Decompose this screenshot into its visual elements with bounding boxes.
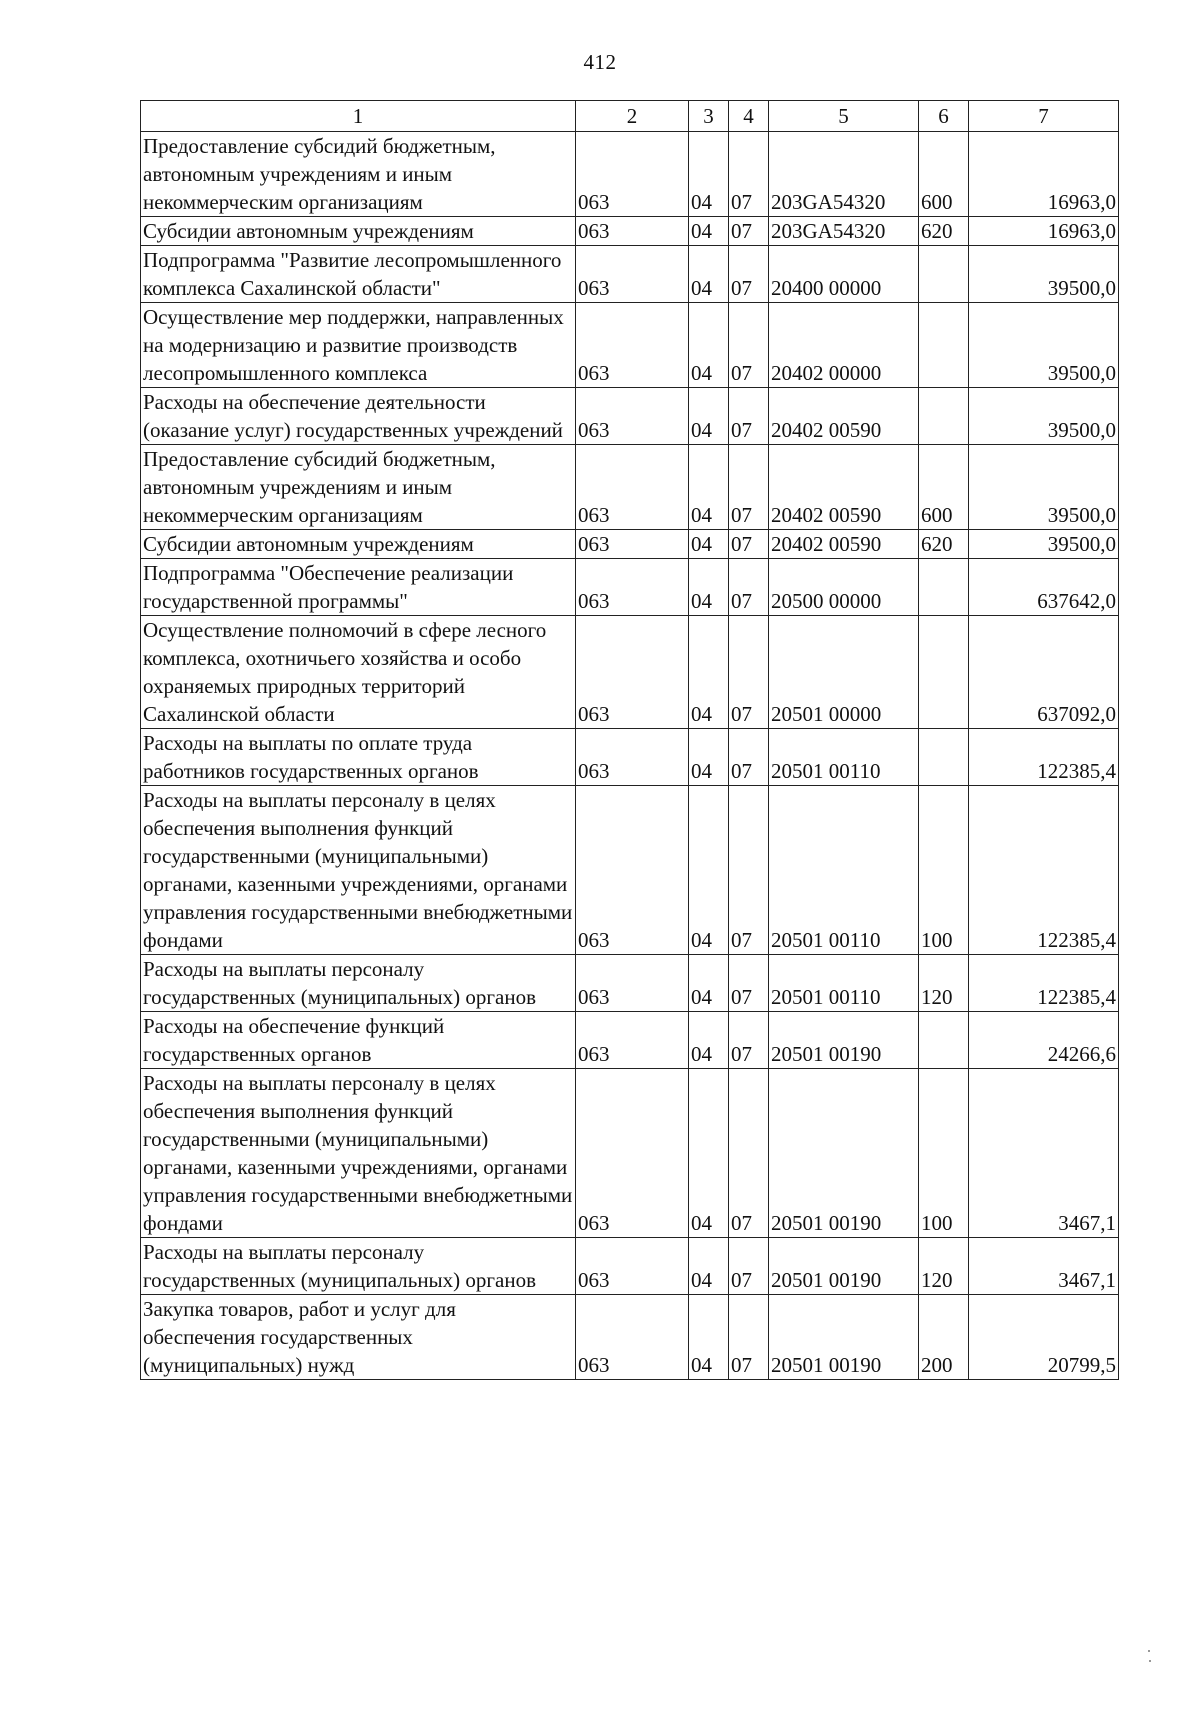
cell-rz: 04 [689,445,729,530]
cell-vr [919,246,969,303]
cell-csr: 20501 00190 [769,1012,919,1069]
cell-vr: 120 [919,1238,969,1295]
cell-sum: 39500,0 [969,388,1119,445]
cell-vr: 620 [919,530,969,559]
cell-csr: 20501 00110 [769,786,919,955]
budget-table [140,100,1119,1380]
cell-name: Расходы на выплаты по оплате труда работников государственных органов [141,729,576,786]
cell-vr: 100 [919,786,969,955]
table-row [141,616,1119,729]
cell-gr: 063 [576,616,689,729]
cell-name: Расходы на обеспечение функций государственных органов [141,1012,576,1069]
cell-gr: 063 [576,786,689,955]
cell-name: Расходы на выплаты персоналу в целях обеспечения выполнения функций государственными (муниципальными) органами, казенными учреждениями, органами управления государственными внебюджетными фондами [141,786,576,955]
col-header-rz: 3 [689,101,729,132]
scan-speck [1148,1650,1150,1652]
cell-gr: 063 [576,303,689,388]
cell-rz: 04 [689,786,729,955]
cell-csr: 20402 00590 [769,445,919,530]
cell-gr: 063 [576,1238,689,1295]
cell-rz: 04 [689,1238,729,1295]
cell-pr: 07 [729,1069,769,1238]
cell-rz: 04 [689,1295,729,1380]
cell-rz: 04 [689,530,729,559]
cell-vr [919,303,969,388]
cell-name: Осуществление мер поддержки, направленных на модернизацию и развитие производств лесопромышленного комплекса [141,303,576,388]
cell-csr: 20501 00110 [769,729,919,786]
cell-gr: 063 [576,132,689,217]
cell-csr: 20402 00590 [769,530,919,559]
cell-sum: 122385,4 [969,786,1119,955]
cell-pr: 07 [729,729,769,786]
cell-vr [919,388,969,445]
page-number: 412 [583,50,617,74]
cell-pr: 07 [729,616,769,729]
cell-sum: 39500,0 [969,246,1119,303]
cell-rz: 04 [689,616,729,729]
cell-rz: 04 [689,955,729,1012]
table-row [141,1238,1119,1295]
cell-csr: 20501 00000 [769,616,919,729]
cell-vr: 600 [919,445,969,530]
cell-name: Осуществление полномочий в сфере лесного комплекса, охотничьего хозяйства и особо охраняемых природных территорий Сахалинской области [141,616,576,729]
col-header-gr: 2 [576,101,689,132]
cell-csr: 20402 00000 [769,303,919,388]
cell-vr [919,559,969,616]
table-row [141,1012,1119,1069]
cell-pr: 07 [729,246,769,303]
cell-csr: 203GA54320 [769,132,919,217]
cell-sum: 3467,1 [969,1238,1119,1295]
cell-sum: 24266,6 [969,1012,1119,1069]
cell-name: Расходы на выплаты персоналу государственных (муниципальных) органов [141,955,576,1012]
cell-rz: 04 [689,246,729,303]
cell-sum: 39500,0 [969,530,1119,559]
cell-pr: 07 [729,1295,769,1380]
cell-pr: 07 [729,388,769,445]
cell-pr: 07 [729,1012,769,1069]
cell-name: Закупка товаров, работ и услуг для обеспечения государственных (муниципальных) нужд [141,1295,576,1380]
cell-sum: 16963,0 [969,217,1119,246]
cell-sum: 39500,0 [969,445,1119,530]
cell-sum: 16963,0 [969,132,1119,217]
cell-gr: 063 [576,1012,689,1069]
cell-vr [919,616,969,729]
table-row [141,786,1119,955]
col-header-csr: 5 [769,101,919,132]
cell-gr: 063 [576,1069,689,1238]
cell-sum: 122385,4 [969,729,1119,786]
cell-gr: 063 [576,445,689,530]
cell-pr: 07 [729,786,769,955]
cell-gr: 063 [576,530,689,559]
cell-sum: 637092,0 [969,616,1119,729]
cell-pr: 07 [729,217,769,246]
cell-rz: 04 [689,132,729,217]
table-row [141,1069,1119,1238]
cell-gr: 063 [576,729,689,786]
table-row [141,445,1119,530]
cell-rz: 04 [689,559,729,616]
cell-name: Предоставление субсидий бюджетным, автономным учреждениям и иным некоммерческим организациям [141,445,576,530]
table-row [141,559,1119,616]
cell-pr: 07 [729,303,769,388]
scan-speck [1149,1660,1151,1662]
cell-sum: 122385,4 [969,955,1119,1012]
cell-vr: 200 [919,1295,969,1380]
col-header-sum: 7 [969,101,1119,132]
cell-pr: 07 [729,955,769,1012]
table-row [141,1295,1119,1380]
cell-gr: 063 [576,559,689,616]
cell-name: Субсидии автономным учреждениям [141,530,576,559]
cell-pr: 07 [729,559,769,616]
table-row [141,132,1119,217]
cell-gr: 063 [576,1295,689,1380]
cell-csr: 20400 00000 [769,246,919,303]
cell-csr: 20501 00190 [769,1238,919,1295]
cell-name: Расходы на выплаты персоналу государственных (муниципальных) органов [141,1238,576,1295]
table-row [141,217,1119,246]
cell-rz: 04 [689,388,729,445]
cell-csr: 20501 00190 [769,1295,919,1380]
cell-name: Подпрограмма "Обеспечение реализации государственной программы" [141,559,576,616]
col-header-name: 1 [141,101,576,132]
cell-pr: 07 [729,132,769,217]
cell-rz: 04 [689,217,729,246]
cell-gr: 063 [576,388,689,445]
cell-sum: 637642,0 [969,559,1119,616]
cell-csr: 203GA54320 [769,217,919,246]
col-header-vr: 6 [919,101,969,132]
table-row [141,729,1119,786]
cell-name: Расходы на обеспечение деятельности (оказание услуг) государственных учреждений [141,388,576,445]
table-row [141,955,1119,1012]
cell-pr: 07 [729,445,769,530]
cell-vr [919,1012,969,1069]
table-row [141,246,1119,303]
cell-name: Предоставление субсидий бюджетным, автономным учреждениям и иным некоммерческим организациям [141,132,576,217]
table-row [141,530,1119,559]
cell-csr: 20500 00000 [769,559,919,616]
cell-pr: 07 [729,1238,769,1295]
cell-name: Расходы на выплаты персоналу в целях обеспечения выполнения функций государственными (муниципальными) органами, казенными учреждениями, органами управления государственными внебюджетными фондами [141,1069,576,1238]
cell-rz: 04 [689,1069,729,1238]
header-row [141,101,1119,132]
cell-vr: 120 [919,955,969,1012]
cell-name: Субсидии автономным учреждениям [141,217,576,246]
cell-rz: 04 [689,729,729,786]
cell-csr: 20402 00590 [769,388,919,445]
cell-sum: 20799,5 [969,1295,1119,1380]
cell-rz: 04 [689,1012,729,1069]
cell-vr [919,729,969,786]
col-header-pr: 4 [729,101,769,132]
cell-vr: 620 [919,217,969,246]
cell-pr: 07 [729,530,769,559]
cell-sum: 3467,1 [969,1069,1119,1238]
cell-gr: 063 [576,246,689,303]
cell-vr: 100 [919,1069,969,1238]
cell-gr: 063 [576,217,689,246]
cell-gr: 063 [576,955,689,1012]
table-row [141,303,1119,388]
cell-csr: 20501 00110 [769,955,919,1012]
cell-sum: 39500,0 [969,303,1119,388]
cell-vr: 600 [919,132,969,217]
cell-csr: 20501 00190 [769,1069,919,1238]
table-row [141,388,1119,445]
cell-name: Подпрограмма "Развитие лесопромышленного комплекса Сахалинской области" [141,246,576,303]
cell-rz: 04 [689,303,729,388]
